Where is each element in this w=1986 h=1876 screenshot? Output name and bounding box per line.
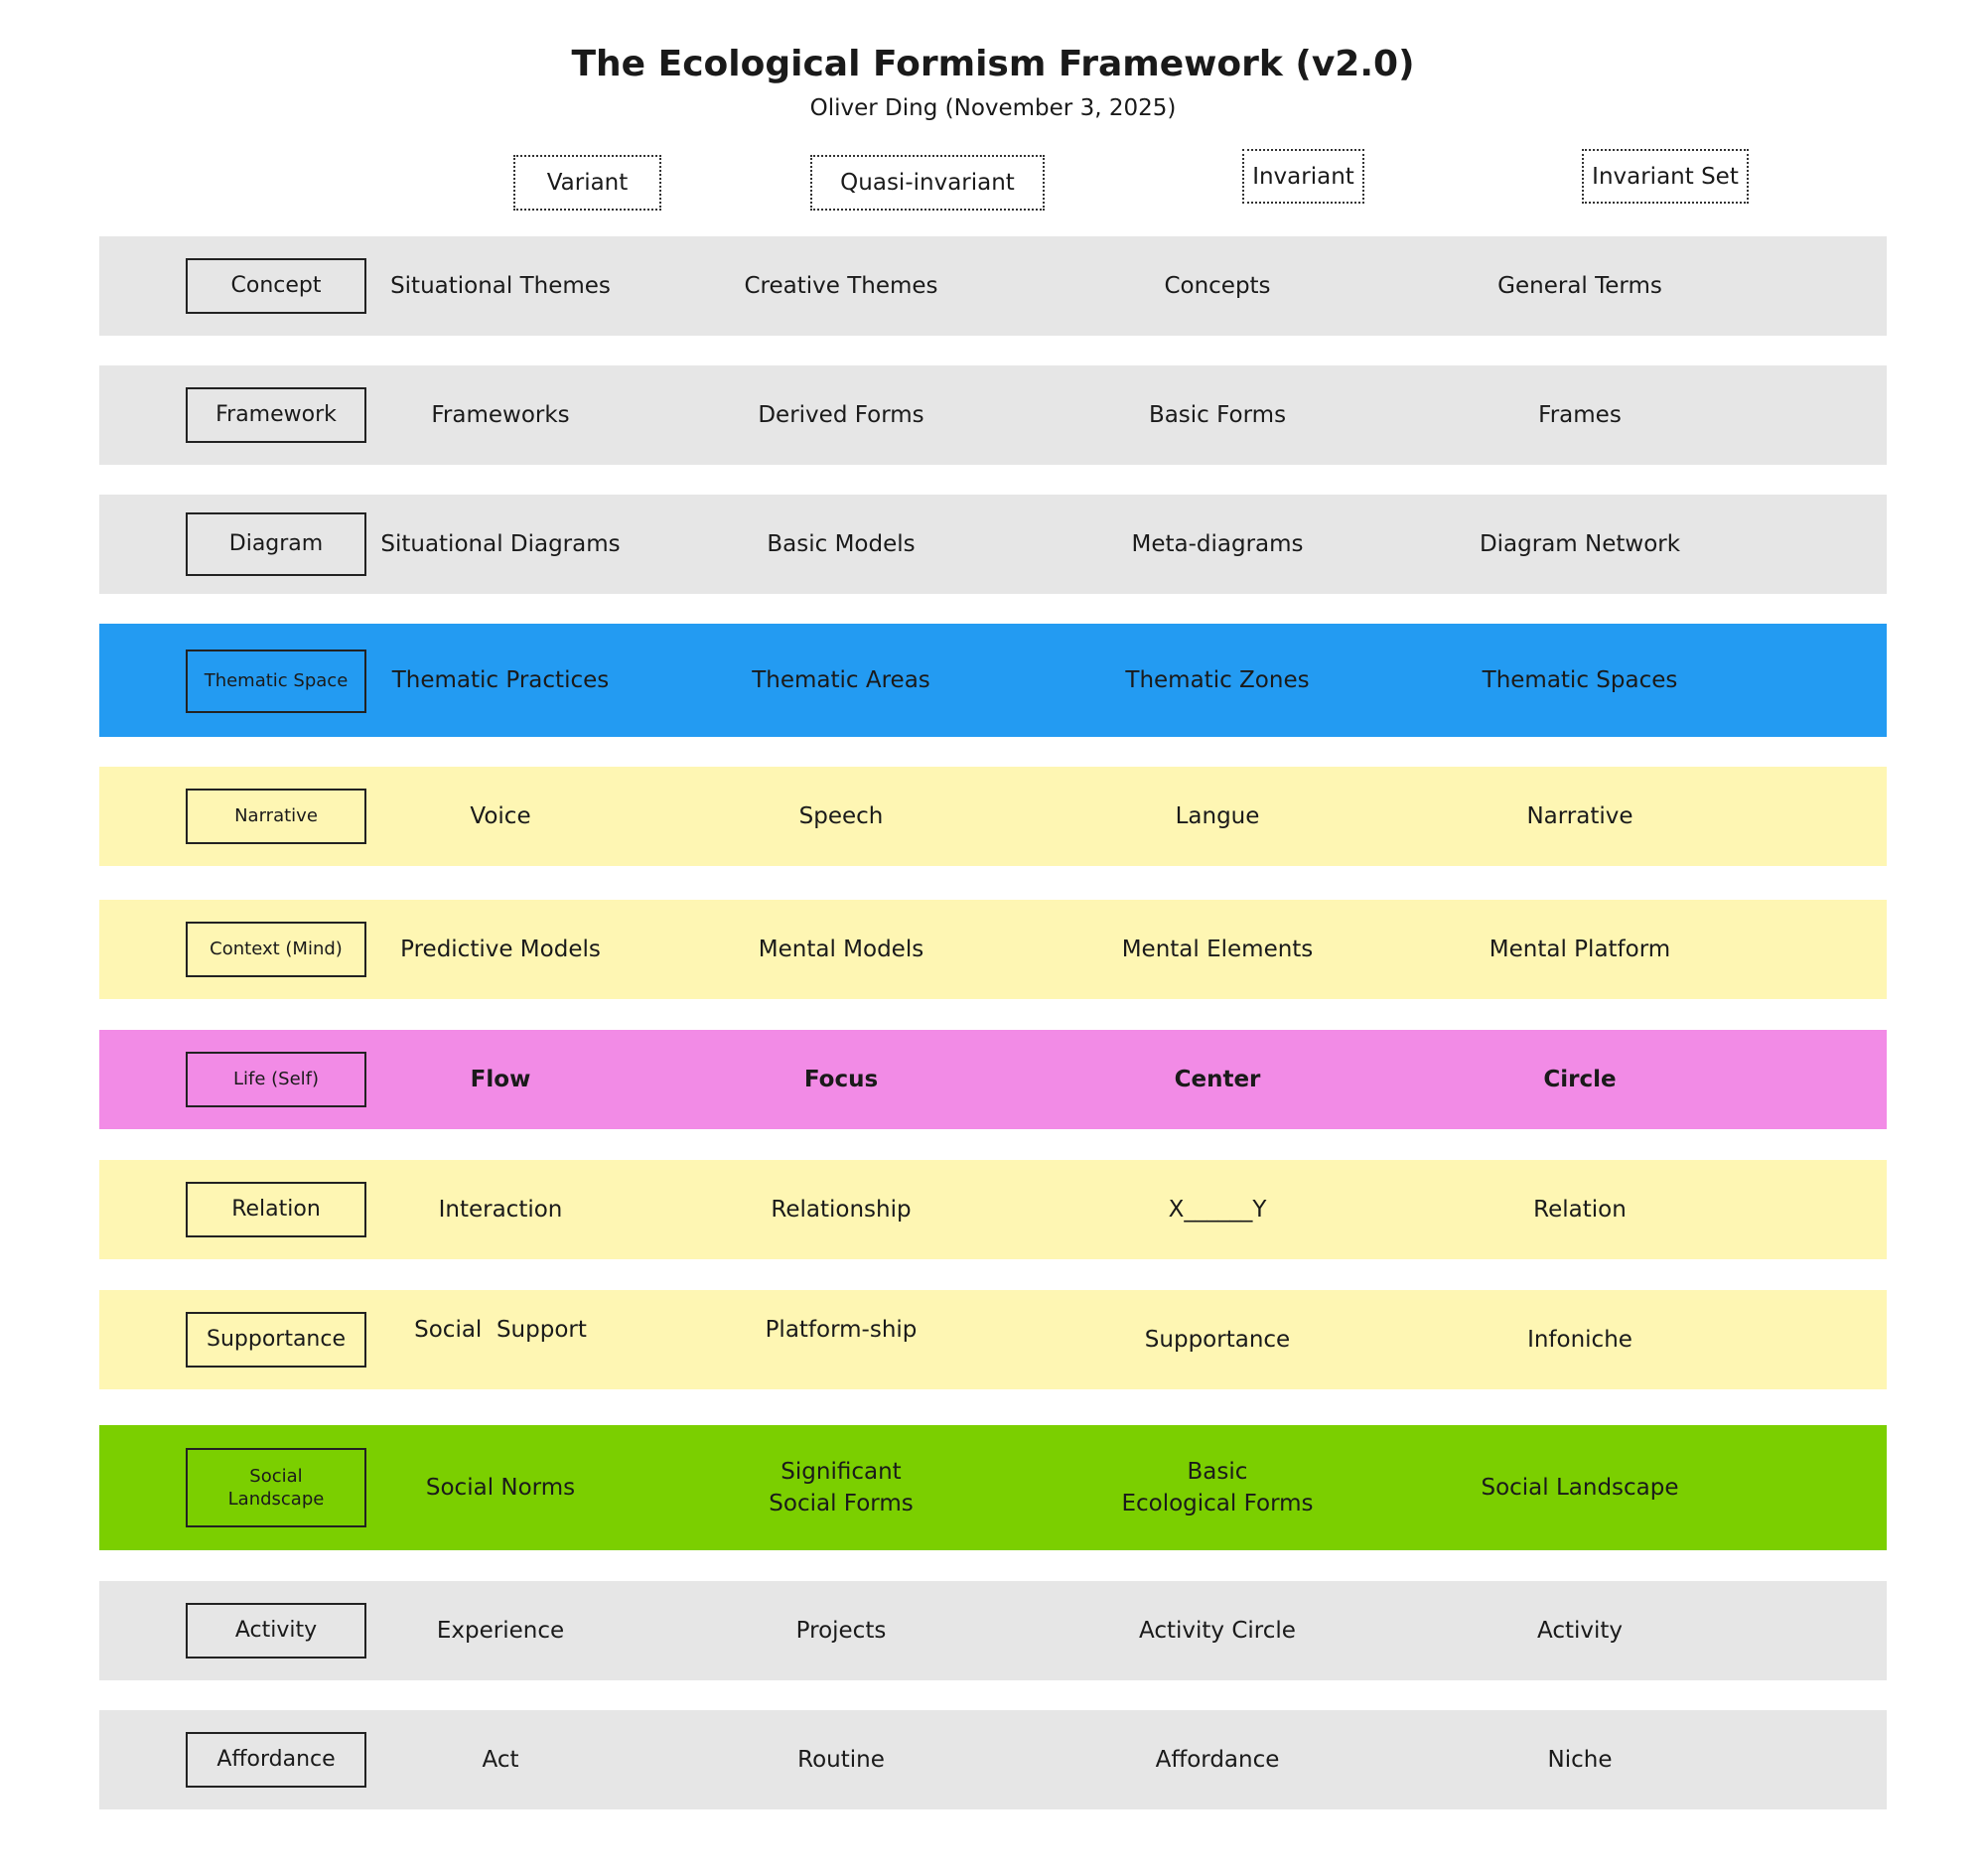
row-supportance [99,1290,1887,1389]
cell-invariant-set: Social Landscape [1481,1474,1679,1501]
cell-invariant-set: Narrative [1526,802,1633,829]
cell-quasi-invariant: Relationship [771,1196,912,1223]
cell-quasi-invariant: Focus [803,1066,879,1092]
row-label: Concept [186,258,366,314]
row-label: Life (Self) [186,1052,366,1107]
cell-variant: Interaction [438,1196,563,1223]
cell-variant: Thematic Practices [391,666,610,693]
row-label: Diagram [186,512,366,576]
cell-invariant-set: Infoniche [1527,1327,1632,1353]
column-header-invariant: Invariant [1242,149,1364,204]
cell-variant: Voice [470,802,531,829]
cell-invariant: Meta-diagrams [1131,530,1304,557]
row-affordance [99,1710,1887,1809]
cell-quasi-invariant: Creative Themes [744,272,938,299]
cell-quasi-invariant: Speech [798,802,884,829]
row-label: Thematic Space [186,649,366,713]
column-header-invariant-set: Invariant Set [1582,149,1749,204]
cell-invariant: Affordance [1155,1746,1280,1773]
row-relation [99,1160,1887,1259]
column-header-quasi-invariant: Quasi-invariant [810,155,1045,211]
row-label: Activity [186,1603,366,1659]
cell-variant: Frameworks [431,401,570,428]
row-concept [99,236,1887,336]
cell-quasi-invariant: Derived Forms [758,401,924,428]
cell-variant: Social Norms [425,1474,576,1501]
cell-variant: Social Support [414,1317,587,1343]
cell-invariant: Activity Circle [1139,1617,1296,1644]
row-framework [99,365,1887,465]
row-activity [99,1581,1887,1680]
cell-invariant-set: Thematic Spaces [1482,666,1678,693]
cell-invariant-set: Mental Platform [1489,936,1671,962]
row-thematic-space [99,624,1887,737]
cell-invariant: Center [1174,1066,1261,1092]
row-label: Relation [186,1182,366,1237]
row-label: Social Landscape [186,1448,366,1527]
row-social-landscape [99,1425,1887,1550]
cell-quasi-invariant: Platform-ship [765,1317,918,1343]
row-label: Affordance [186,1732,366,1788]
cell-quasi-invariant: Mental Models [758,936,924,962]
row-context-mind [99,900,1887,999]
cell-variant: Situational Themes [390,272,611,299]
cell-variant: Flow [470,1066,531,1092]
row-label: Framework [186,387,366,443]
row-life-self [99,1030,1887,1129]
cell-variant: Experience [436,1617,565,1644]
cell-invariant-set: General Terms [1497,272,1662,299]
cell-invariant: X______Y [1168,1196,1267,1223]
cell-invariant: Basic Forms [1148,401,1287,428]
row-narrative [99,767,1887,866]
cell-quasi-invariant: Routine [797,1746,885,1773]
cell-invariant-set: Activity [1536,1617,1623,1644]
column-header-variant: Variant [513,155,661,211]
cell-invariant: Mental Elements [1121,936,1314,962]
cell-invariant: Langue [1175,802,1260,829]
row-label: Supportance [186,1312,366,1368]
cell-variant: Predictive Models [400,936,601,962]
cell-quasi-invariant: Basic Models [767,530,916,557]
cell-invariant-set: Frames [1538,401,1622,428]
cell-invariant-set: Niche [1547,1746,1613,1773]
cell-invariant: Thematic Zones [1125,666,1310,693]
cell-variant: Act [482,1746,519,1773]
cell-invariant-set: Relation [1533,1196,1627,1223]
page-title: The Ecological Formism Framework (v2.0) [571,44,1415,84]
cell-quasi-invariant: Projects [795,1617,887,1644]
page-subtitle: Oliver Ding (November 3, 2025) [809,95,1177,121]
cell-variant: Situational Diagrams [380,530,621,557]
row-label: Narrative [186,789,366,844]
cell-quasi-invariant: Significant Social Forms [769,1458,914,1516]
row-diagram [99,495,1887,594]
cell-invariant: Concepts [1164,272,1271,299]
cell-invariant-set: Diagram Network [1479,530,1681,557]
row-label: Context (Mind) [186,922,366,977]
cell-invariant: Supportance [1144,1327,1291,1353]
cell-invariant: Basic Ecological Forms [1121,1458,1314,1516]
cell-invariant-set: Circle [1543,1066,1617,1092]
cell-quasi-invariant: Thematic Areas [752,666,930,693]
